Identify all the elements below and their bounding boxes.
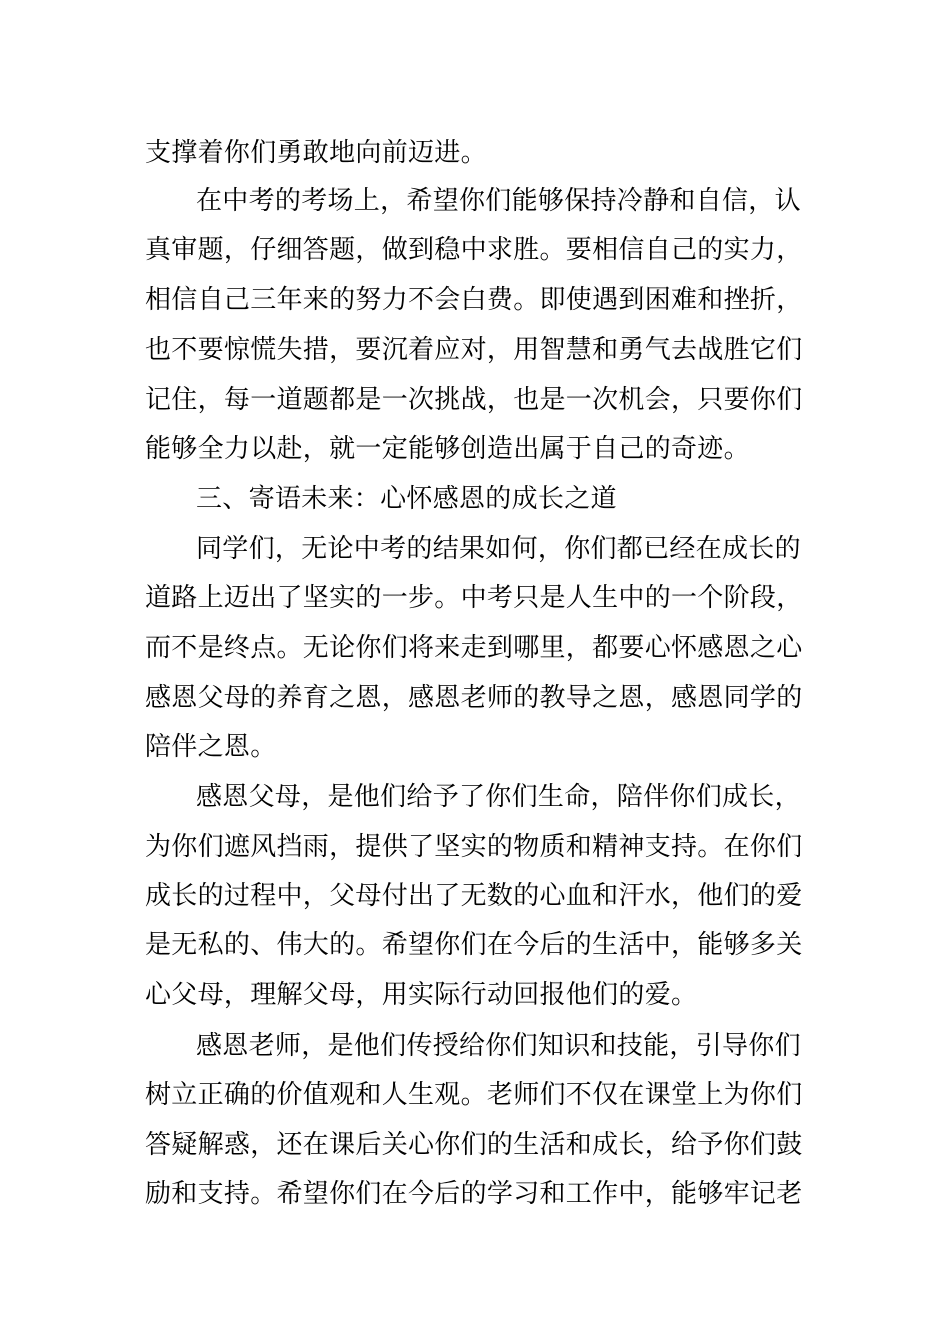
paragraph-line: 也不要惊慌失措，要沉着应对，用智慧和勇气去战胜它们 — [145, 335, 803, 365]
paragraph-line: 树立正确的价值观和人生观。老师们不仅在课堂上为你们 — [145, 1080, 803, 1110]
paragraph-line: 在中考的考场上，希望你们能够保持冷静和自信，认 — [196, 186, 801, 216]
paragraph-line: 感恩老师，是他们传授给你们知识和技能，引导你们 — [196, 1031, 801, 1061]
paragraph-line: 陪伴之恩。 — [145, 732, 277, 762]
paragraph-line: 同学们，无论中考的结果如何，你们都已经在成长的 — [196, 534, 801, 564]
paragraph-line: 答疑解惑，还在课后关心你们的生活和成长，给予你们鼓 — [145, 1130, 803, 1160]
paragraph-line: 记住，每一道题都是一次挑战，也是一次机会，只要你们 — [145, 385, 803, 415]
section-heading: 三、寄语未来：心怀感恩的成长之道 — [196, 484, 617, 514]
paragraph-line: 而不是终点。无论你们将来走到哪里，都要心怀感恩之心 — [145, 633, 803, 663]
paragraph-line: 真审题，仔细答题，做到稳中求胜。要相信自己的实力， — [145, 235, 803, 265]
paragraph-line: 感恩父母，是他们给予了你们生命，陪伴你们成长， — [196, 782, 801, 812]
paragraph-line: 心父母，理解父母，用实际行动回报他们的爱。 — [145, 980, 698, 1010]
paragraph-line: 支撑着你们勇敢地向前迈进。 — [145, 138, 487, 168]
paragraph-line: 能够全力以赴，就一定能够创造出属于自己的奇迹。 — [145, 434, 750, 464]
paragraph-line: 相信自己三年来的努力不会白费。即使遇到困难和挫折， — [145, 285, 803, 315]
paragraph-line: 感恩父母的养育之恩，感恩老师的教导之恩，感恩同学的 — [145, 683, 803, 713]
paragraph-line: 是无私的、伟大的。希望你们在今后的生活中，能够多关 — [145, 930, 803, 960]
paragraph-line: 为你们遮风挡雨，提供了坚实的物质和精神支持。在你们 — [145, 832, 803, 862]
paragraph-line: 励和支持。希望你们在今后的学习和工作中，能够牢记老 — [145, 1179, 803, 1209]
paragraph-line: 道路上迈出了坚实的一步。中考只是人生中的一个阶段， — [145, 583, 803, 613]
paragraph-line: 成长的过程中，父母付出了无数的心血和汗水，他们的爱 — [145, 881, 803, 911]
